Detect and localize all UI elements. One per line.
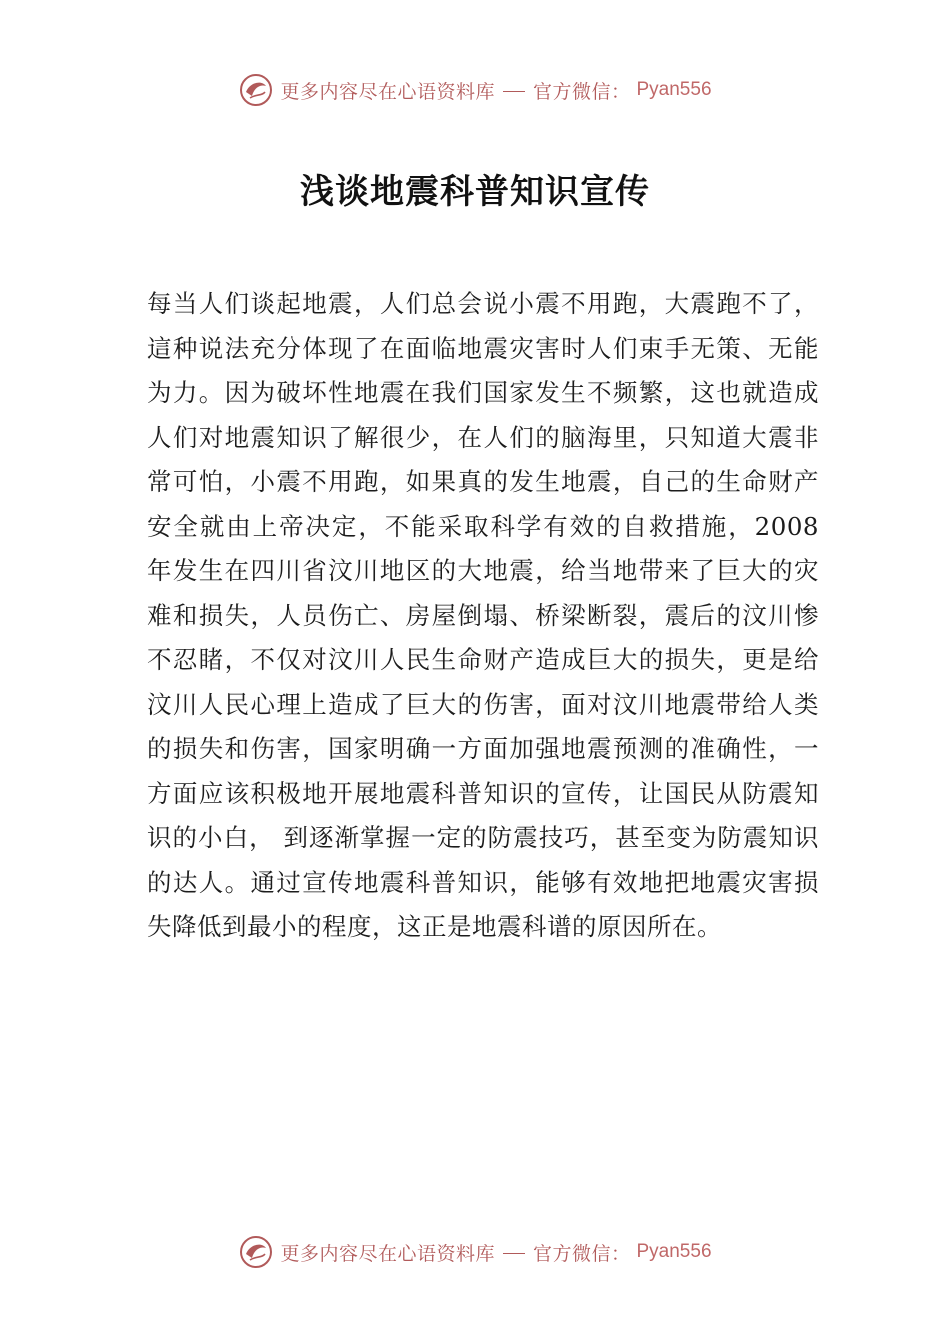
watermark-text: 更多内容尽在心语资料库 bbox=[280, 80, 495, 103]
watermark-label: 官方微信： bbox=[532, 1242, 631, 1265]
watermark-label: 官方微信： bbox=[532, 80, 631, 103]
document-paragraph: 每当人们谈起地震，人们总会说小震不用跑，大震跑不了，這种说法充分体现了在面临地震灾害时人们束手无策、无能为力。因为破坏性地震在我们国家发生不频繁，这也就造成人们对地震知识了解很少，在人们的脑海里，只知道大震非常可怕，小震不用跑，如果真的发生地震，自己的生命财产安全就由上帝决定，不能采取科学有效的自救措施，2008 年发生在四川省汶川地区的大地震，给当地带来了巨大的灾难和损失，人员伤亡、房屋倒塌、桥梁断裂，震后的汶川惨不忍睹，不仅对汶川人民生命财产造成巨大的损失，更是给汶川人民心理上造成了巨大的伤害，面对汶川地震带给人类的损失和伤害，国家明确一方面加强地震预测的准确性，一方面应该积极地开展地震科普知识的宣传，让国民从防震知识的小白， 到逐渐掌握一定的防震技巧，甚至变为防震知识的达人。通过宣传地震科普知识，能够有效地把地震灾害损失降低到最小的程度，这正是地震科谱的原因所在。 bbox=[147, 289, 819, 941]
watermark-dash bbox=[503, 1253, 525, 1254]
watermark-dash bbox=[503, 91, 525, 92]
swirl-logo-icon bbox=[238, 72, 274, 108]
watermark-id: Pyan556 bbox=[636, 1241, 712, 1262]
watermark-id: Pyan556 bbox=[636, 79, 712, 100]
document-title: 浅谈地震科普知识宣传 bbox=[300, 172, 650, 212]
swirl-logo-icon bbox=[238, 1234, 274, 1270]
footer-watermark bbox=[0, 1234, 950, 1270]
header-watermark bbox=[0, 72, 950, 108]
watermark-text: 更多内容尽在心语资料库 bbox=[280, 1242, 495, 1265]
